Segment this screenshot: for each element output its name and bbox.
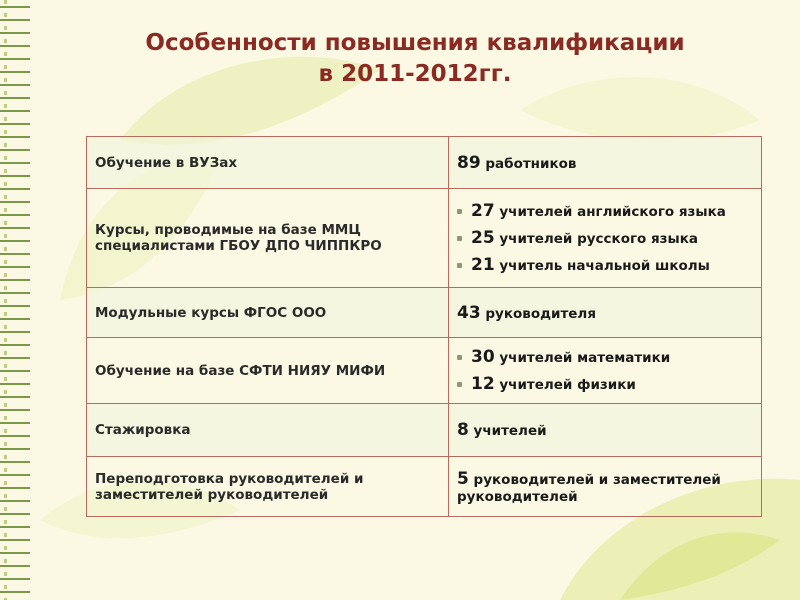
bullet-list bbox=[457, 344, 753, 398]
table-row bbox=[87, 404, 762, 457]
value-text: работников bbox=[480, 155, 577, 172]
value-text: учитель начальной школы bbox=[494, 257, 710, 274]
row-value bbox=[449, 137, 762, 189]
value-text: руководителя bbox=[480, 305, 596, 322]
list-item bbox=[457, 371, 753, 398]
list-item bbox=[457, 198, 753, 225]
bullet-list bbox=[457, 198, 753, 279]
title-line-2: в 2011-2012гг. bbox=[318, 61, 512, 87]
value-number: 27 bbox=[471, 200, 495, 221]
value-text: учителей bbox=[468, 423, 547, 439]
table-row bbox=[87, 288, 762, 338]
value-number: 21 bbox=[471, 254, 495, 275]
table-row bbox=[87, 457, 762, 517]
qualification-table bbox=[86, 136, 762, 517]
list-item bbox=[457, 344, 753, 371]
value-number: 25 bbox=[471, 227, 495, 248]
list-item bbox=[457, 225, 753, 252]
list-item bbox=[457, 252, 753, 279]
notebook-spiral bbox=[0, 0, 30, 600]
row-label: Обучение в ВУЗах bbox=[87, 137, 449, 189]
value-text: учителей физики bbox=[494, 376, 636, 393]
row-value bbox=[449, 404, 762, 457]
row-label: Стажировка bbox=[87, 404, 449, 457]
value-number: 8 bbox=[457, 420, 469, 440]
row-value bbox=[449, 189, 762, 288]
value-number: 12 bbox=[471, 373, 495, 394]
value-text: учителей математики bbox=[494, 349, 671, 366]
value-number: 30 bbox=[471, 346, 495, 367]
title-line-1: Особенности повышения квалификации bbox=[145, 30, 685, 56]
slide-title bbox=[0, 28, 800, 90]
row-value bbox=[449, 338, 762, 404]
value-text: учителей русского языка bbox=[494, 230, 699, 247]
row-label: Курсы, проводимые на базе ММЦ специалистами ГБОУ ДПО ЧИППКРО bbox=[87, 189, 449, 288]
value-number: 43 bbox=[457, 302, 481, 323]
table-row bbox=[87, 137, 762, 189]
row-value bbox=[449, 457, 762, 517]
value-text: учителей английского языка bbox=[494, 203, 726, 220]
row-label: Модульные курсы ФГОС ООО bbox=[87, 288, 449, 338]
value-number: 89 bbox=[457, 152, 481, 173]
row-label: Обучение на базе СФТИ НИЯУ МИФИ bbox=[87, 338, 449, 404]
table-row bbox=[87, 338, 762, 404]
row-value bbox=[449, 288, 762, 338]
value-text: руководителей и заместителей руководителей bbox=[457, 471, 721, 505]
table-row bbox=[87, 189, 762, 288]
value-number: 5 bbox=[457, 468, 469, 489]
row-label: Переподготовка руководителей и заместителей руководителей bbox=[87, 457, 449, 517]
